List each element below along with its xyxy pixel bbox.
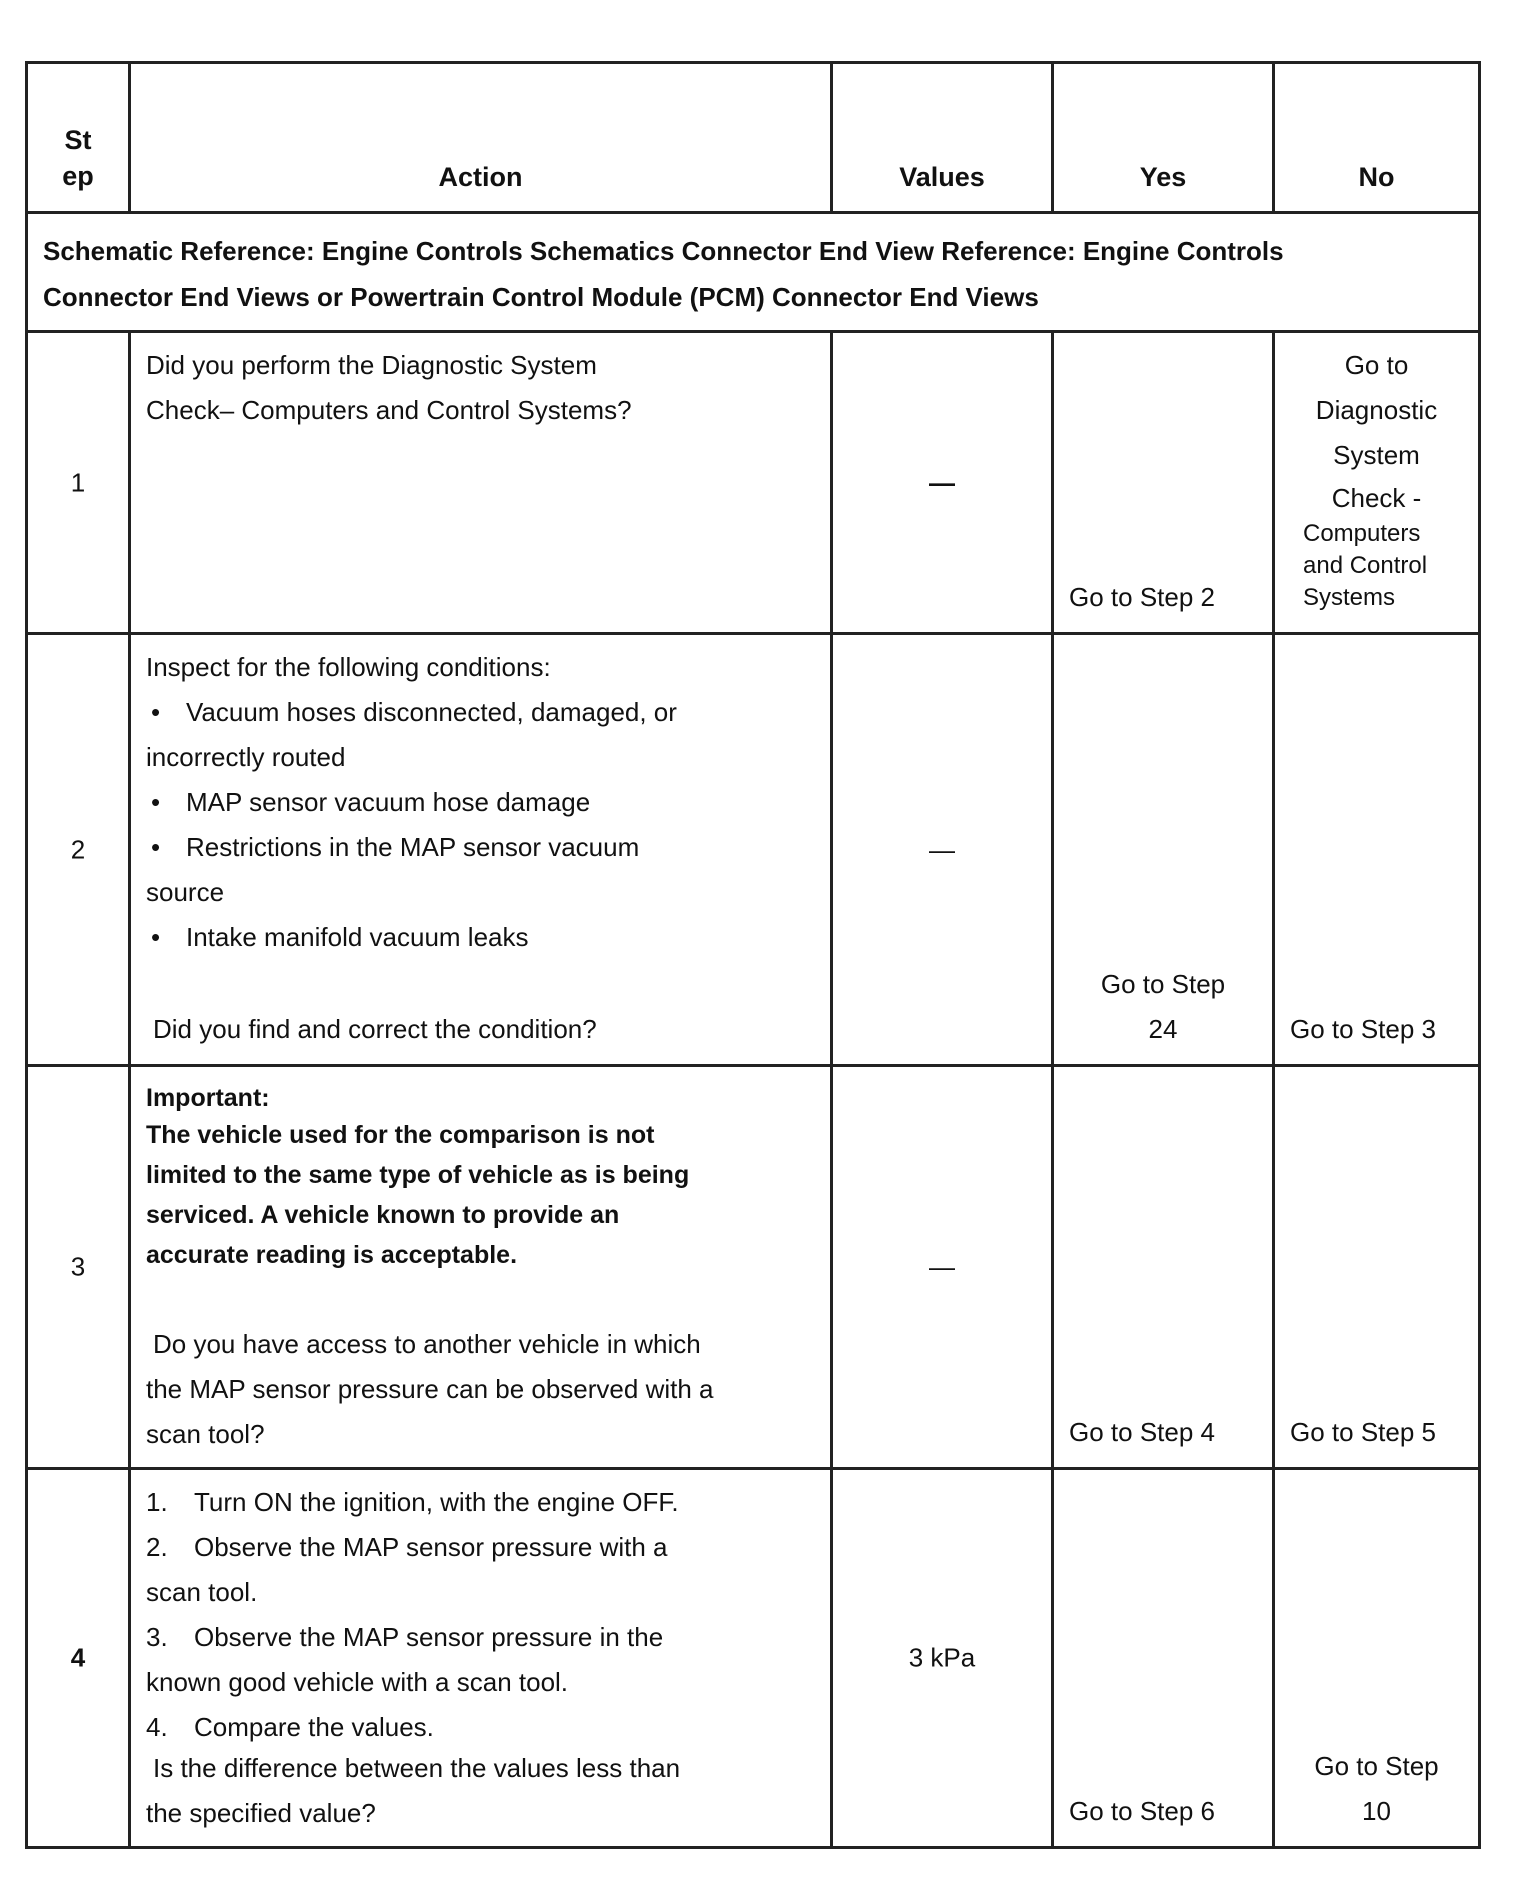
action-intro: Inspect for the following conditions:	[146, 652, 551, 682]
numbered-step	[146, 1480, 679, 1525]
no-cell	[1275, 635, 1478, 1064]
table-header-row	[28, 64, 1478, 214]
header-values-label: Values	[899, 162, 985, 192]
bullet-glyph: •	[151, 787, 161, 817]
bullet-continuation: source	[146, 877, 225, 907]
important-line: The vehicle used for the comparison is not	[146, 1121, 655, 1149]
no-line: Go to	[1344, 350, 1409, 380]
header-step	[28, 64, 131, 211]
step-num: 4.	[146, 1712, 168, 1742]
step-text: Observe the MAP sensor pressure in the	[194, 1622, 664, 1652]
step-text: Observe the MAP sensor pressure with a	[194, 1532, 668, 1562]
action-question: Did you find and correct the condition?	[153, 1014, 597, 1044]
header-values	[833, 64, 1054, 211]
yes-line: 24	[1148, 1014, 1178, 1044]
step-number: 1	[70, 467, 86, 497]
step-num: 3.	[146, 1622, 168, 1652]
step-number-cell	[28, 1470, 131, 1846]
values-cell	[833, 635, 1054, 1064]
value-text: 3 kPa	[908, 1642, 976, 1673]
step-num: 1.	[146, 1487, 168, 1517]
step-number: 4	[70, 1642, 86, 1673]
no-line: and Control	[1303, 552, 1428, 579]
no-link[interactable]	[1275, 1744, 1478, 1834]
action-cell	[131, 1067, 833, 1467]
yes-line: Go to Step	[1100, 969, 1226, 999]
values-cell	[833, 1470, 1054, 1846]
question-line: the MAP sensor pressure can be observed with a	[146, 1374, 714, 1404]
question-line: Is the difference between the values less than	[153, 1753, 681, 1783]
step-text: Turn ON the ignition, with the engine OFF.	[194, 1487, 679, 1517]
step-number: 3	[70, 1251, 86, 1282]
action-cell	[131, 333, 833, 632]
step-number-cell	[28, 1067, 131, 1467]
step-text: Compare the values.	[194, 1712, 434, 1742]
bullet-text: Vacuum hoses disconnected, damaged, or	[186, 697, 677, 727]
numbered-step	[146, 1615, 679, 1660]
important-label: Important:	[146, 1084, 270, 1112]
header-step-line1: St	[64, 125, 92, 155]
no-line: System	[1333, 440, 1420, 470]
values-cell	[833, 333, 1054, 632]
no-cell	[1275, 1470, 1478, 1846]
no-cell	[1275, 1067, 1478, 1467]
bullet-text: MAP sensor vacuum hose damage	[186, 787, 591, 817]
header-yes-label: Yes	[1139, 162, 1187, 192]
bullet-item	[146, 915, 677, 960]
no-link[interactable]: Go to Step 5	[1290, 1417, 1436, 1447]
yes-link[interactable]: Go to Step 6	[1069, 1796, 1215, 1826]
bullet-text: Intake manifold vacuum leaks	[186, 922, 529, 952]
header-action-label: Action	[438, 162, 523, 192]
value-text: —	[929, 1251, 955, 1282]
no-line: Systems	[1303, 584, 1396, 611]
step-number-cell	[28, 635, 131, 1064]
bullet-item	[146, 825, 677, 870]
step-continuation: known good vehicle with a scan tool.	[146, 1667, 569, 1697]
table-row	[28, 635, 1478, 1067]
reference-line-2: Connector End Views or Powertrain Control Module (PCM) Connector End Views	[43, 282, 1039, 312]
header-no	[1275, 64, 1478, 211]
value-text: —	[929, 467, 955, 497]
header-no-label: No	[1358, 162, 1395, 192]
reference-line-1: Schematic Reference: Engine Controls Schematics Connector End View Reference: Engine Controls	[43, 236, 1284, 266]
bullet-text: Restrictions in the MAP sensor vacuum	[186, 832, 640, 862]
bullet-glyph: •	[151, 697, 161, 727]
diagnostic-table	[25, 61, 1481, 1849]
values-cell	[833, 1067, 1054, 1467]
bullet-glyph: •	[151, 832, 161, 862]
header-action	[131, 64, 833, 211]
no-line: Go to Step	[1314, 1751, 1439, 1781]
header-yes	[1054, 64, 1275, 211]
step-num: 2.	[146, 1532, 168, 1562]
important-line: accurate reading is acceptable.	[146, 1241, 518, 1269]
no-link[interactable]	[1275, 343, 1478, 614]
no-line: Computers	[1303, 520, 1421, 547]
question-line: scan tool?	[146, 1419, 265, 1449]
step-continuation: scan tool.	[146, 1577, 258, 1607]
bullet-item	[146, 780, 677, 825]
table-row	[28, 1067, 1478, 1470]
yes-cell	[1054, 1470, 1275, 1846]
yes-cell	[1054, 1067, 1275, 1467]
numbered-step	[146, 1705, 679, 1750]
yes-cell	[1054, 635, 1275, 1064]
no-line: Diagnostic	[1315, 395, 1438, 425]
bullet-continuation: incorrectly routed	[146, 742, 346, 772]
question-line: Do you have access to another vehicle in which	[153, 1329, 701, 1359]
step-number: 2	[70, 834, 86, 864]
no-line: 10	[1362, 1796, 1391, 1826]
question-line: the specified value?	[146, 1798, 376, 1828]
reference-row	[28, 214, 1478, 333]
yes-cell	[1054, 333, 1275, 632]
numbered-step	[146, 1525, 679, 1570]
yes-link[interactable]: Go to Step 4	[1069, 1417, 1215, 1447]
action-cell	[131, 635, 833, 1064]
table-row	[28, 333, 1478, 635]
no-line: Check -	[1331, 483, 1422, 513]
no-cell	[1275, 333, 1478, 632]
action-line: Check– Computers and Control Systems?	[146, 395, 632, 425]
no-link[interactable]: Go to Step 3	[1290, 1014, 1436, 1044]
important-line: limited to the same type of vehicle as is being	[146, 1161, 690, 1189]
bullet-glyph: •	[151, 922, 161, 952]
value-text: —	[929, 834, 955, 864]
yes-link[interactable]: Go to Step 2	[1069, 582, 1215, 612]
important-line: serviced. A vehicle known to provide an	[146, 1201, 620, 1229]
action-cell	[131, 1470, 833, 1846]
action-line: Did you perform the Diagnostic System	[146, 350, 597, 380]
bullet-item	[146, 690, 677, 735]
step-number-cell	[28, 333, 131, 632]
header-step-line2: ep	[62, 161, 94, 191]
yes-link[interactable]	[1054, 962, 1272, 1052]
table-row	[28, 1470, 1478, 1846]
